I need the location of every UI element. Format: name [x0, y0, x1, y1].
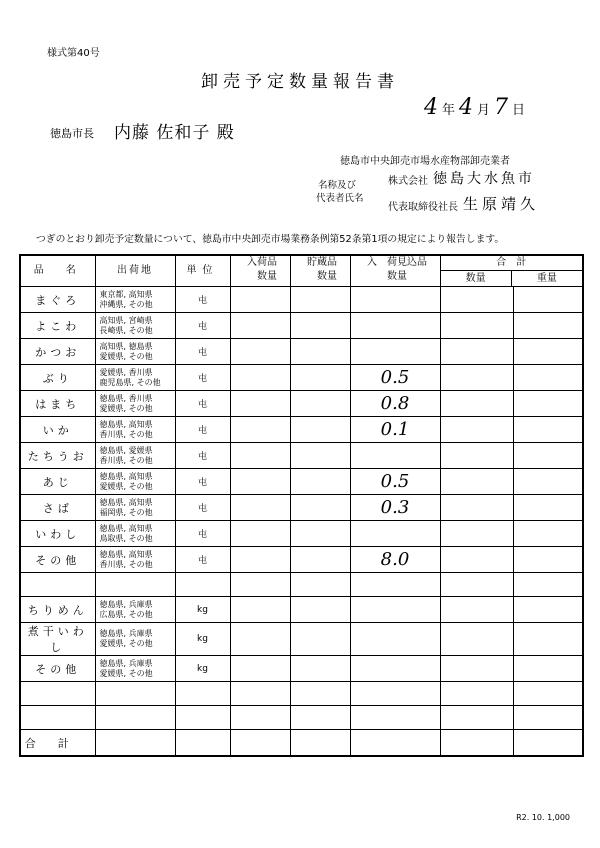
- item-name: はまち: [20, 391, 95, 417]
- expected-quantity-cell: [350, 623, 440, 656]
- origin-line-2: 鳥取県, その他: [99, 533, 153, 543]
- unit-cell: 屯: [175, 547, 230, 573]
- arrival-quantity-cell: [230, 597, 290, 623]
- origin-line-1: 東京都, 高知県: [99, 289, 153, 299]
- total-weight-cell: [513, 443, 583, 469]
- origin-line-1: 高知県, 徳島県: [99, 341, 153, 351]
- arrival-quantity-cell: [230, 365, 290, 391]
- stock-quantity-cell: [290, 417, 350, 443]
- intro-text: つぎのとおり卸売予定数量について、徳島市中央卸売市場業務条例第52条第1項の規定により報告します。: [36, 234, 505, 245]
- item-name: その他: [20, 547, 95, 573]
- item-name: 煮干いわし: [20, 623, 95, 656]
- total-weight-cell: [513, 495, 583, 521]
- unit-cell: 屯: [175, 391, 230, 417]
- expected-quantity-cell: 0.5: [350, 365, 440, 391]
- origin-line-2: 福岡県, その他: [99, 507, 153, 517]
- origin-line-2: 沖縄県, その他: [99, 299, 153, 309]
- total-weight-cell: [513, 391, 583, 417]
- expected-quantity-cell: [350, 656, 440, 682]
- blank-cell: [290, 573, 350, 597]
- month-label: 月: [477, 103, 491, 118]
- stock-quantity-cell: [290, 365, 350, 391]
- origin-line-2: 愛媛県, その他: [99, 403, 153, 413]
- total-row: [20, 730, 583, 757]
- stock-quantity-cell: [290, 287, 350, 313]
- arrival-quantity-cell: [230, 495, 290, 521]
- expected-quantity-cell: [350, 443, 440, 469]
- origin-line-1: 徳島県, 愛媛県: [99, 445, 153, 455]
- total-cell: [513, 730, 583, 757]
- date-year: 4: [424, 95, 438, 120]
- blank-cell: [95, 706, 175, 730]
- sender-label-line2: 代表者氏名: [316, 193, 364, 204]
- total-quantity-cell: [440, 623, 513, 656]
- expected-quantity-cell: [350, 313, 440, 339]
- blank-cell: [350, 573, 440, 597]
- blank-cell: [513, 682, 583, 706]
- stock-quantity-cell: [290, 547, 350, 573]
- arrival-quantity-cell: [230, 521, 290, 547]
- table-row: [20, 313, 583, 339]
- origin-cell: [95, 391, 175, 417]
- origin-line-1: 徳島県, 高知県: [99, 497, 153, 507]
- origin-cell: [95, 313, 175, 339]
- origin-cell: [95, 521, 175, 547]
- unit-cell: 屯: [175, 495, 230, 521]
- blank-cell: [290, 706, 350, 730]
- arrival-quantity-cell: [230, 656, 290, 682]
- unit-cell: 屯: [175, 521, 230, 547]
- table-row: [20, 623, 583, 656]
- date-day: 7: [494, 95, 509, 120]
- unit-cell: 屯: [175, 365, 230, 391]
- origin-line-1: 徳島県, 兵庫県: [99, 629, 153, 638]
- blank-cell: [440, 573, 513, 597]
- table-row: [20, 469, 583, 495]
- table-row: [20, 495, 583, 521]
- total-weight-cell: [513, 656, 583, 682]
- item-name: よこわ: [20, 313, 95, 339]
- stock-quantity-cell: [290, 623, 350, 656]
- stock-quantity-cell: [290, 495, 350, 521]
- table-row: [20, 391, 583, 417]
- blank-cell: [175, 573, 230, 597]
- total-quantity-cell: [440, 443, 513, 469]
- table-row: [20, 417, 583, 443]
- origin-cell: [95, 656, 175, 682]
- year-label: 年: [442, 103, 456, 118]
- addressee-prefix: 徳島市長: [50, 127, 94, 140]
- origin-cell: [95, 597, 175, 623]
- origin-cell: [95, 339, 175, 365]
- blank-row: [20, 573, 583, 597]
- origin-line-2: 香川県, その他: [99, 559, 153, 569]
- total-quantity-cell: [440, 417, 513, 443]
- blank-cell: [440, 682, 513, 706]
- stock-quantity-cell: [290, 597, 350, 623]
- blank-cell: [230, 706, 290, 730]
- print-code: R2. 10. 1,000: [516, 813, 570, 822]
- blank-cell: [440, 706, 513, 730]
- origin-cell: [95, 365, 175, 391]
- unit-cell: 屯: [175, 443, 230, 469]
- unit-cell: 屯: [175, 339, 230, 365]
- table-row: [20, 656, 583, 682]
- header-expected: 入 荷見込品 数量: [350, 255, 440, 287]
- origin-line-1: 徳島県, 高知県: [99, 471, 153, 481]
- representative-title: 代表取締役社長: [388, 202, 458, 213]
- total-weight-cell: [513, 417, 583, 443]
- table-row: [20, 443, 583, 469]
- company-name: 徳島大水魚市: [433, 171, 535, 187]
- origin-cell: [95, 443, 175, 469]
- blank-cell: [20, 682, 95, 706]
- arrival-quantity-cell: [230, 547, 290, 573]
- origin-line-1: 徳島県, 高知県: [99, 523, 153, 533]
- origin-line-2: 愛媛県, その他: [99, 351, 153, 361]
- arrival-quantity-cell: [230, 469, 290, 495]
- total-quantity-cell: [440, 287, 513, 313]
- header-stock: 貯蔵品 数量: [290, 255, 350, 287]
- stock-quantity-cell: [290, 313, 350, 339]
- expected-quantity-cell: 0.1: [350, 417, 440, 443]
- item-name: いわし: [20, 521, 95, 547]
- blank-cell: [513, 573, 583, 597]
- total-weight-cell: [513, 521, 583, 547]
- table-row: [20, 339, 583, 365]
- total-cell: [290, 730, 350, 757]
- table-row: [20, 547, 583, 573]
- origin-cell: [95, 623, 175, 656]
- stock-quantity-cell: [290, 521, 350, 547]
- total-weight-cell: [513, 365, 583, 391]
- origin-line-1: 徳島県, 香川県: [99, 393, 153, 403]
- total-quantity-cell: [440, 521, 513, 547]
- origin-line-2: 鹿児島県, その他: [99, 377, 161, 387]
- stock-quantity-cell: [290, 469, 350, 495]
- expected-quantity-cell: [350, 287, 440, 313]
- total-weight-cell: [513, 547, 583, 573]
- origin-line-2: 愛媛県, その他: [99, 668, 153, 678]
- sender-label-line1: 名称及び: [318, 180, 357, 191]
- header-total: 合 計 数量 重量: [440, 255, 583, 287]
- total-cell: [440, 730, 513, 757]
- form-number: 様式第40号: [47, 48, 100, 59]
- total-label: 合計: [20, 730, 95, 757]
- origin-cell: [95, 547, 175, 573]
- unit-cell: 屯: [175, 417, 230, 443]
- origin-line-2: 愛媛県, その他: [99, 481, 153, 491]
- blank-cell: [95, 573, 175, 597]
- arrival-quantity-cell: [230, 391, 290, 417]
- total-cell: [95, 730, 175, 757]
- total-weight-cell: [513, 313, 583, 339]
- total-weight-cell: [513, 597, 583, 623]
- header-arrival: 入荷品 数量: [230, 255, 290, 287]
- expected-quantity-cell: 0.5: [350, 469, 440, 495]
- expected-quantity-cell: 0.8: [350, 391, 440, 417]
- blank-cell: [20, 706, 95, 730]
- item-name: ちりめん: [20, 597, 95, 623]
- unit-cell: 屯: [175, 313, 230, 339]
- origin-line-2: 香川県, その他: [99, 455, 153, 465]
- total-quantity-cell: [440, 469, 513, 495]
- origin-line-2: 長崎県, その他: [99, 325, 153, 335]
- item-name: かつお: [20, 339, 95, 365]
- table-row: [20, 597, 583, 623]
- table-row: [20, 521, 583, 547]
- blank-cell: [230, 682, 290, 706]
- arrival-quantity-cell: [230, 443, 290, 469]
- header-item: 品 名: [20, 255, 95, 287]
- origin-cell: [95, 287, 175, 313]
- item-name: たちうお: [20, 443, 95, 469]
- total-cell: [350, 730, 440, 757]
- header-unit: 単位: [175, 255, 230, 287]
- total-quantity-cell: [440, 313, 513, 339]
- origin-line-1: 徳島県, 兵庫県: [99, 658, 153, 668]
- unit-cell: 屯: [175, 287, 230, 313]
- arrival-quantity-cell: [230, 417, 290, 443]
- expected-quantity-cell: [350, 339, 440, 365]
- representative-name: 生原靖久: [463, 195, 540, 213]
- table-row: [20, 287, 583, 313]
- total-cell: [175, 730, 230, 757]
- total-weight-cell: [513, 623, 583, 656]
- blank-cell: [350, 682, 440, 706]
- total-quantity-cell: [440, 597, 513, 623]
- item-name: ぶり: [20, 365, 95, 391]
- table-row: [20, 365, 583, 391]
- blank-row: [20, 706, 583, 730]
- total-quantity-cell: [440, 656, 513, 682]
- blank-cell: [95, 682, 175, 706]
- origin-cell: [95, 495, 175, 521]
- header-origin: 出荷地: [95, 255, 175, 287]
- arrival-quantity-cell: [230, 339, 290, 365]
- total-cell: [230, 730, 290, 757]
- item-name: いか: [20, 417, 95, 443]
- blank-cell: [175, 706, 230, 730]
- blank-cell: [230, 573, 290, 597]
- origin-line-1: 徳島県, 高知県: [99, 419, 153, 429]
- company-type: 株式会社: [388, 176, 428, 187]
- unit-cell: 屯: [175, 469, 230, 495]
- date-line: [420, 95, 525, 120]
- total-weight-cell: [513, 287, 583, 313]
- addressee-name: 内藤 佐和子 殿: [114, 123, 235, 143]
- unit-cell: kg: [175, 623, 230, 656]
- report-table: [19, 254, 584, 757]
- origin-line-2: 香川県, その他: [99, 429, 153, 439]
- expected-quantity-cell: 8.0: [350, 547, 440, 573]
- origin-line-1: 高知県, 宮崎県: [99, 315, 153, 325]
- unit-cell: kg: [175, 597, 230, 623]
- origin-cell: [95, 417, 175, 443]
- total-weight-cell: [513, 469, 583, 495]
- blank-cell: [175, 682, 230, 706]
- origin-line-2: 広島県, その他: [99, 609, 153, 619]
- blank-cell: [350, 706, 440, 730]
- stock-quantity-cell: [290, 656, 350, 682]
- origin-line-1: 愛媛県, 香川県: [99, 367, 153, 377]
- stock-quantity-cell: [290, 391, 350, 417]
- blank-row: [20, 682, 583, 706]
- expected-quantity-cell: 0.3: [350, 495, 440, 521]
- item-name: まぐろ: [20, 287, 95, 313]
- total-quantity-cell: [440, 365, 513, 391]
- stock-quantity-cell: [290, 339, 350, 365]
- origin-line-1: 徳島県, 兵庫県: [99, 599, 153, 609]
- origin-line-1: 徳島県, 高知県: [99, 549, 153, 559]
- arrival-quantity-cell: [230, 287, 290, 313]
- date-month: 4: [459, 95, 474, 120]
- item-name: さば: [20, 495, 95, 521]
- unit-cell: kg: [175, 656, 230, 682]
- arrival-quantity-cell: [230, 313, 290, 339]
- blank-cell: [290, 682, 350, 706]
- item-name: あじ: [20, 469, 95, 495]
- total-weight-cell: [513, 339, 583, 365]
- total-quantity-cell: [440, 339, 513, 365]
- total-quantity-cell: [440, 391, 513, 417]
- sender-category: 徳島市中央卸売市場水産物部卸売業者: [340, 156, 510, 167]
- blank-cell: [513, 706, 583, 730]
- item-name: その他: [20, 656, 95, 682]
- arrival-quantity-cell: [230, 623, 290, 656]
- expected-quantity-cell: [350, 597, 440, 623]
- day-label: 日: [512, 103, 526, 118]
- document-title: 卸売予定数量報告書: [201, 72, 399, 92]
- origin-line-2: 愛媛県, その他: [99, 639, 153, 648]
- blank-cell: [20, 573, 95, 597]
- stock-quantity-cell: [290, 443, 350, 469]
- origin-cell: [95, 469, 175, 495]
- total-quantity-cell: [440, 547, 513, 573]
- expected-quantity-cell: [350, 521, 440, 547]
- total-quantity-cell: [440, 495, 513, 521]
